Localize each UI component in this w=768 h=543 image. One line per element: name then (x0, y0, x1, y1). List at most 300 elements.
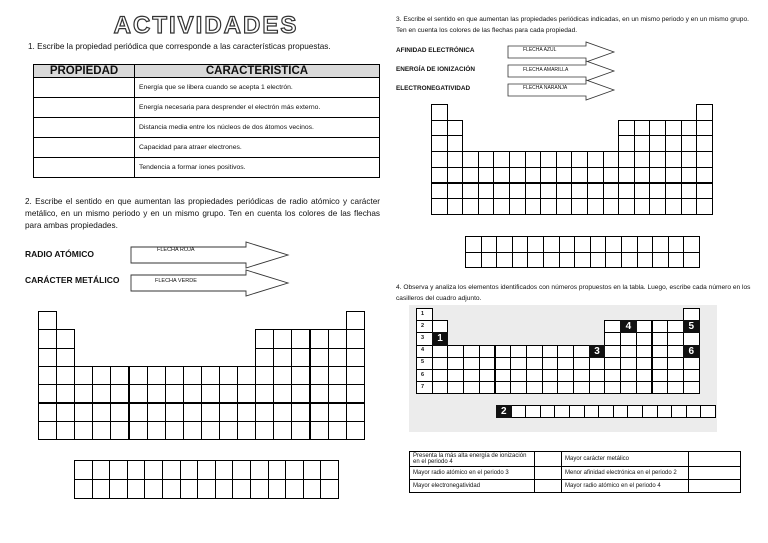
label-electronegatividad: ELECTRONEGATIVIDAD (396, 85, 471, 92)
element-cell[interactable] (291, 329, 310, 348)
element-cell (573, 381, 590, 394)
element-cell[interactable] (447, 198, 464, 215)
element-cell[interactable] (310, 348, 329, 367)
element-cell[interactable] (129, 403, 148, 422)
f-block-cell[interactable] (683, 236, 700, 253)
f-block-cell[interactable] (481, 252, 498, 269)
header-caracteristica: CARACTERISTICA (135, 65, 380, 78)
element-cell[interactable] (603, 198, 620, 215)
f-block-cell[interactable] (559, 252, 576, 269)
answer-box[interactable] (535, 480, 562, 493)
f-block-cell[interactable] (250, 479, 269, 499)
element-cell[interactable] (346, 384, 365, 403)
element-cell[interactable] (328, 384, 347, 403)
element-cell (589, 381, 606, 394)
f-block-cell[interactable] (74, 479, 93, 499)
element-cell[interactable] (38, 348, 57, 367)
title-text: ACTIVIDADES (113, 12, 299, 38)
element-cell[interactable] (665, 183, 682, 200)
f-block-cell[interactable] (303, 460, 322, 480)
element-cell[interactable] (493, 183, 510, 200)
element-cell[interactable] (183, 384, 202, 403)
element-cell[interactable] (92, 366, 111, 385)
f-block-cell[interactable] (605, 236, 622, 253)
element-cell (604, 345, 621, 358)
element-cell[interactable] (571, 183, 588, 200)
element-cell[interactable] (540, 151, 557, 168)
element-marker-1: 1 (432, 332, 449, 345)
element-cell[interactable] (273, 348, 292, 367)
element-cell[interactable] (56, 403, 75, 422)
element-cell (620, 345, 637, 358)
element-cell[interactable] (255, 329, 274, 348)
element-cell[interactable] (328, 348, 347, 367)
answer-cell[interactable] (34, 138, 135, 158)
element-cell[interactable] (665, 151, 682, 168)
criterion-cell: Menor afinidad electrónica en el periodo 2 (562, 467, 689, 480)
f-block-cell[interactable] (512, 236, 529, 253)
element-cell[interactable] (447, 135, 464, 152)
f-block-cell[interactable] (74, 460, 93, 480)
element-cell[interactable] (587, 151, 604, 168)
element-cell[interactable] (462, 151, 479, 168)
element-cell[interactable] (696, 198, 713, 215)
f-block-cell (700, 405, 716, 418)
element-cell[interactable] (603, 183, 620, 200)
element-cell[interactable] (509, 183, 526, 200)
element-cell[interactable] (237, 384, 256, 403)
f-block-cell[interactable] (180, 479, 199, 499)
element-cell[interactable] (346, 403, 365, 422)
f-block-cell[interactable] (144, 479, 163, 499)
element-cell[interactable] (273, 421, 292, 440)
criterion-cell: Mayor radio atómico en el periodo 4 (562, 480, 689, 493)
element-cell[interactable] (237, 403, 256, 422)
element-cell[interactable] (56, 329, 75, 348)
element-cell[interactable] (462, 167, 479, 184)
element-cell[interactable] (74, 403, 93, 422)
element-cell (636, 357, 653, 370)
f-block-cell[interactable] (496, 236, 513, 253)
element-cell[interactable] (346, 311, 365, 330)
element-cell[interactable] (525, 151, 542, 168)
element-cell[interactable] (328, 403, 347, 422)
element-cell[interactable] (665, 167, 682, 184)
element-cell[interactable] (571, 151, 588, 168)
element-cell[interactable] (431, 120, 448, 137)
f-block-cell (554, 405, 570, 418)
element-cell[interactable] (38, 421, 57, 440)
label-energia-ionizacion: ENERGÍA DE IONIZACIÓN (396, 66, 475, 73)
element-cell[interactable] (431, 183, 448, 200)
f-block-cell[interactable] (215, 479, 234, 499)
f-block-cell[interactable] (285, 460, 304, 480)
answer-cell[interactable] (34, 158, 135, 178)
element-cell[interactable] (273, 403, 292, 422)
f-block-cell (598, 405, 614, 418)
element-cell[interactable] (634, 151, 651, 168)
element-cell[interactable] (273, 366, 292, 385)
element-cell[interactable] (681, 183, 698, 200)
element-cell[interactable] (74, 384, 93, 403)
element-cell[interactable] (110, 421, 129, 440)
f-block-cell[interactable] (481, 236, 498, 253)
element-cell[interactable] (696, 151, 713, 168)
element-cell (463, 357, 480, 370)
f-block-cell[interactable] (92, 460, 111, 480)
element-cell[interactable] (183, 421, 202, 440)
f-block-cell[interactable] (250, 460, 269, 480)
element-cell[interactable] (255, 403, 274, 422)
element-cell[interactable] (681, 120, 698, 137)
element-cell[interactable] (618, 198, 635, 215)
answer-box[interactable] (689, 467, 741, 480)
f-block-cell[interactable] (268, 479, 287, 499)
element-cell[interactable] (273, 384, 292, 403)
element-cell[interactable] (649, 198, 666, 215)
element-cell[interactable] (110, 403, 129, 422)
element-cell[interactable] (291, 421, 310, 440)
element-cell[interactable] (38, 329, 57, 348)
element-cell[interactable] (649, 151, 666, 168)
f-block-cell[interactable] (109, 460, 128, 480)
f-block-cell[interactable] (574, 252, 591, 269)
element-cell (667, 357, 684, 370)
element-cell[interactable] (478, 151, 495, 168)
element-cell[interactable] (634, 135, 651, 152)
element-cell[interactable] (634, 167, 651, 184)
f-block-cell[interactable] (559, 236, 576, 253)
element-cell[interactable] (665, 198, 682, 215)
element-cell[interactable] (56, 384, 75, 403)
f-block-cell[interactable] (162, 479, 181, 499)
f-block-cell[interactable] (543, 236, 560, 253)
element-cell (652, 357, 669, 370)
element-cell[interactable] (493, 198, 510, 215)
f-block-cell (642, 405, 658, 418)
f-block-cell[interactable] (668, 236, 685, 253)
element-cell[interactable] (462, 198, 479, 215)
element-cell[interactable] (219, 384, 238, 403)
element-cell[interactable] (56, 421, 75, 440)
element-cell[interactable] (587, 198, 604, 215)
element-cell[interactable] (509, 151, 526, 168)
element-cell (604, 332, 621, 345)
arrow-shape-icon (131, 242, 291, 268)
f-block-cell[interactable] (215, 460, 234, 480)
element-cell (542, 357, 559, 370)
f-block-cell[interactable] (668, 252, 685, 269)
question-1-text: 1. Escribe la propiedad periódica que corresponde a las características propuestas. (28, 42, 331, 51)
element-cell[interactable] (696, 183, 713, 200)
arrow-label: FLECHA VERDE (155, 278, 197, 284)
element-cell (463, 381, 480, 394)
f-block-cell[interactable] (144, 460, 163, 480)
element-cell[interactable] (603, 151, 620, 168)
f-block-cell[interactable] (652, 236, 669, 253)
f-block-cell[interactable] (512, 252, 529, 269)
element-cell[interactable] (603, 167, 620, 184)
f-block-cell[interactable] (605, 252, 622, 269)
element-cell[interactable] (696, 104, 713, 121)
f-block-cell[interactable] (320, 479, 339, 499)
element-cell[interactable] (38, 366, 57, 385)
element-cell[interactable] (665, 135, 682, 152)
element-cell[interactable] (110, 384, 129, 403)
answer-box[interactable] (535, 452, 562, 467)
element-cell[interactable] (525, 183, 542, 200)
element-cell (652, 381, 669, 394)
element-cell[interactable] (665, 120, 682, 137)
element-cell[interactable] (681, 167, 698, 184)
element-cell[interactable] (587, 183, 604, 200)
answer-box[interactable] (535, 467, 562, 480)
element-cell[interactable] (696, 135, 713, 152)
f-block-cell[interactable] (590, 252, 607, 269)
element-cell[interactable] (328, 421, 347, 440)
element-cell[interactable] (509, 198, 526, 215)
element-cell[interactable] (478, 167, 495, 184)
element-cell[interactable] (478, 198, 495, 215)
element-cell[interactable] (201, 403, 220, 422)
element-cell[interactable] (571, 198, 588, 215)
element-cell[interactable] (649, 183, 666, 200)
f-block-cell[interactable] (496, 252, 513, 269)
f-block-cell[interactable] (232, 479, 251, 499)
element-cell[interactable] (618, 120, 635, 137)
element-marker-5: 5 (683, 320, 700, 333)
element-cell[interactable] (634, 183, 651, 200)
element-cell[interactable] (74, 421, 93, 440)
element-cell[interactable] (431, 135, 448, 152)
element-cell[interactable] (165, 421, 184, 440)
element-cell[interactable] (587, 167, 604, 184)
f-block-cell[interactable] (109, 479, 128, 499)
element-cell[interactable] (165, 403, 184, 422)
element-cell[interactable] (649, 120, 666, 137)
header-propiedad: PROPIEDAD (34, 65, 135, 78)
f-block-cell[interactable] (285, 479, 304, 499)
element-cell[interactable] (183, 366, 202, 385)
element-cell[interactable] (255, 421, 274, 440)
element-cell (542, 345, 559, 358)
f-block-cell[interactable] (465, 236, 482, 253)
element-cell[interactable] (509, 167, 526, 184)
f-block-cell[interactable] (320, 460, 339, 480)
element-cell[interactable] (634, 120, 651, 137)
f-block-cell[interactable] (127, 479, 146, 499)
element-cell[interactable] (493, 167, 510, 184)
element-cell[interactable] (696, 167, 713, 184)
element-cell (557, 357, 574, 370)
element-cell (667, 381, 684, 394)
f-block-cell[interactable] (543, 252, 560, 269)
element-cell[interactable] (291, 384, 310, 403)
f-block-cell[interactable] (465, 252, 482, 269)
element-cell[interactable] (310, 421, 329, 440)
f-block-cell (613, 405, 629, 418)
element-cell[interactable] (183, 403, 202, 422)
element-cell[interactable] (556, 183, 573, 200)
f-block-cell[interactable] (637, 236, 654, 253)
element-cell[interactable] (219, 366, 238, 385)
f-block-cell[interactable] (127, 460, 146, 480)
element-cell (604, 320, 621, 333)
f-block-cell[interactable] (268, 460, 287, 480)
f-block-cell[interactable] (527, 236, 544, 253)
element-cell[interactable] (38, 311, 57, 330)
element-cell[interactable] (634, 198, 651, 215)
f-block-cell[interactable] (621, 236, 638, 253)
element-cell[interactable] (219, 421, 238, 440)
element-cell[interactable] (38, 384, 57, 403)
element-cell[interactable] (696, 120, 713, 137)
element-cell[interactable] (92, 403, 111, 422)
element-cell[interactable] (431, 167, 448, 184)
element-cell (636, 320, 653, 333)
answer-cell[interactable] (34, 98, 135, 118)
element-cell[interactable] (346, 348, 365, 367)
element-cell[interactable] (556, 198, 573, 215)
element-cell (495, 345, 512, 358)
element-cell[interactable] (556, 167, 573, 184)
element-cell[interactable] (291, 366, 310, 385)
element-cell[interactable] (447, 120, 464, 137)
element-cell[interactable] (618, 167, 635, 184)
element-cell (683, 332, 700, 345)
element-cell (526, 345, 543, 358)
element-cell (495, 381, 512, 394)
element-cell[interactable] (201, 421, 220, 440)
element-cell[interactable] (431, 198, 448, 215)
element-cell (432, 357, 449, 370)
element-cell[interactable] (310, 366, 329, 385)
element-cell[interactable] (255, 348, 274, 367)
element-cell[interactable] (346, 421, 365, 440)
element-cell[interactable] (273, 329, 292, 348)
element-cell (557, 381, 574, 394)
f-block-cell[interactable] (652, 252, 669, 269)
answer-cell[interactable] (34, 78, 135, 98)
element-cell[interactable] (291, 348, 310, 367)
element-cell[interactable] (478, 183, 495, 200)
element-cell[interactable] (74, 366, 93, 385)
f-block-cell[interactable] (683, 252, 700, 269)
element-cell[interactable] (328, 366, 347, 385)
element-cell[interactable] (431, 151, 448, 168)
element-cell[interactable] (165, 384, 184, 403)
element-cell[interactable] (431, 104, 448, 121)
element-cell[interactable] (681, 135, 698, 152)
element-cell[interactable] (56, 366, 75, 385)
element-cell[interactable] (493, 151, 510, 168)
element-cell[interactable] (56, 348, 75, 367)
element-cell[interactable] (291, 403, 310, 422)
element-cell[interactable] (681, 198, 698, 215)
element-cell[interactable] (618, 151, 635, 168)
element-cell[interactable] (571, 167, 588, 184)
f-block-cell[interactable] (621, 252, 638, 269)
element-cell[interactable] (147, 384, 166, 403)
answer-box[interactable] (689, 452, 741, 467)
f-block-cell[interactable] (303, 479, 322, 499)
element-cell[interactable] (110, 366, 129, 385)
element-cell[interactable] (447, 183, 464, 200)
element-cell[interactable] (147, 421, 166, 440)
element-cell[interactable] (618, 183, 635, 200)
element-cell[interactable] (38, 403, 57, 422)
element-cell[interactable] (129, 366, 148, 385)
element-cell[interactable] (525, 198, 542, 215)
element-cell[interactable] (447, 151, 464, 168)
element-cell (447, 381, 464, 394)
f-block-cell[interactable] (527, 252, 544, 269)
element-cell[interactable] (540, 167, 557, 184)
f-block-cell[interactable] (92, 479, 111, 499)
f-block-cell (511, 405, 527, 418)
element-cell[interactable] (540, 183, 557, 200)
element-cell[interactable] (310, 403, 329, 422)
element-cell (432, 381, 449, 394)
element-cell[interactable] (92, 384, 111, 403)
element-cell[interactable] (462, 183, 479, 200)
element-cell[interactable] (92, 421, 111, 440)
f-block-cell[interactable] (232, 460, 251, 480)
f-block-cell[interactable] (590, 236, 607, 253)
element-cell[interactable] (618, 135, 635, 152)
element-cell[interactable] (346, 329, 365, 348)
element-cell[interactable] (540, 198, 557, 215)
element-cell[interactable] (147, 403, 166, 422)
characteristic-cell: Tendencia a formar iones positivos. (135, 158, 380, 178)
element-cell[interactable] (649, 135, 666, 152)
f-block-cell[interactable] (637, 252, 654, 269)
f-block-cell (627, 405, 643, 418)
element-cell[interactable] (310, 329, 329, 348)
element-cell[interactable] (447, 167, 464, 184)
element-cell[interactable] (201, 366, 220, 385)
element-cell[interactable] (346, 366, 365, 385)
f-block-cell[interactable] (180, 460, 199, 480)
answer-cell[interactable] (34, 118, 135, 138)
element-cell[interactable] (649, 167, 666, 184)
element-cell[interactable] (237, 366, 256, 385)
arrow-orange (508, 80, 618, 100)
element-marker-6: 6 (683, 345, 700, 358)
element-cell[interactable] (219, 403, 238, 422)
element-cell[interactable] (525, 167, 542, 184)
element-cell[interactable] (201, 384, 220, 403)
f-block-cell[interactable] (197, 460, 216, 480)
element-cell[interactable] (328, 329, 347, 348)
element-cell (652, 345, 669, 358)
element-cell[interactable] (681, 151, 698, 168)
element-cell[interactable] (129, 421, 148, 440)
period-label: 4 (421, 347, 425, 354)
element-cell[interactable] (556, 151, 573, 168)
answer-box[interactable] (689, 480, 741, 493)
element-cell[interactable] (310, 384, 329, 403)
f-block-cell[interactable] (162, 460, 181, 480)
f-block-cell[interactable] (574, 236, 591, 253)
f-block-cell[interactable] (197, 479, 216, 499)
element-cell[interactable] (147, 366, 166, 385)
element-cell[interactable] (255, 384, 274, 403)
element-cell[interactable] (165, 366, 184, 385)
element-cell[interactable] (255, 366, 274, 385)
element-cell[interactable] (237, 421, 256, 440)
element-cell[interactable] (129, 384, 148, 403)
